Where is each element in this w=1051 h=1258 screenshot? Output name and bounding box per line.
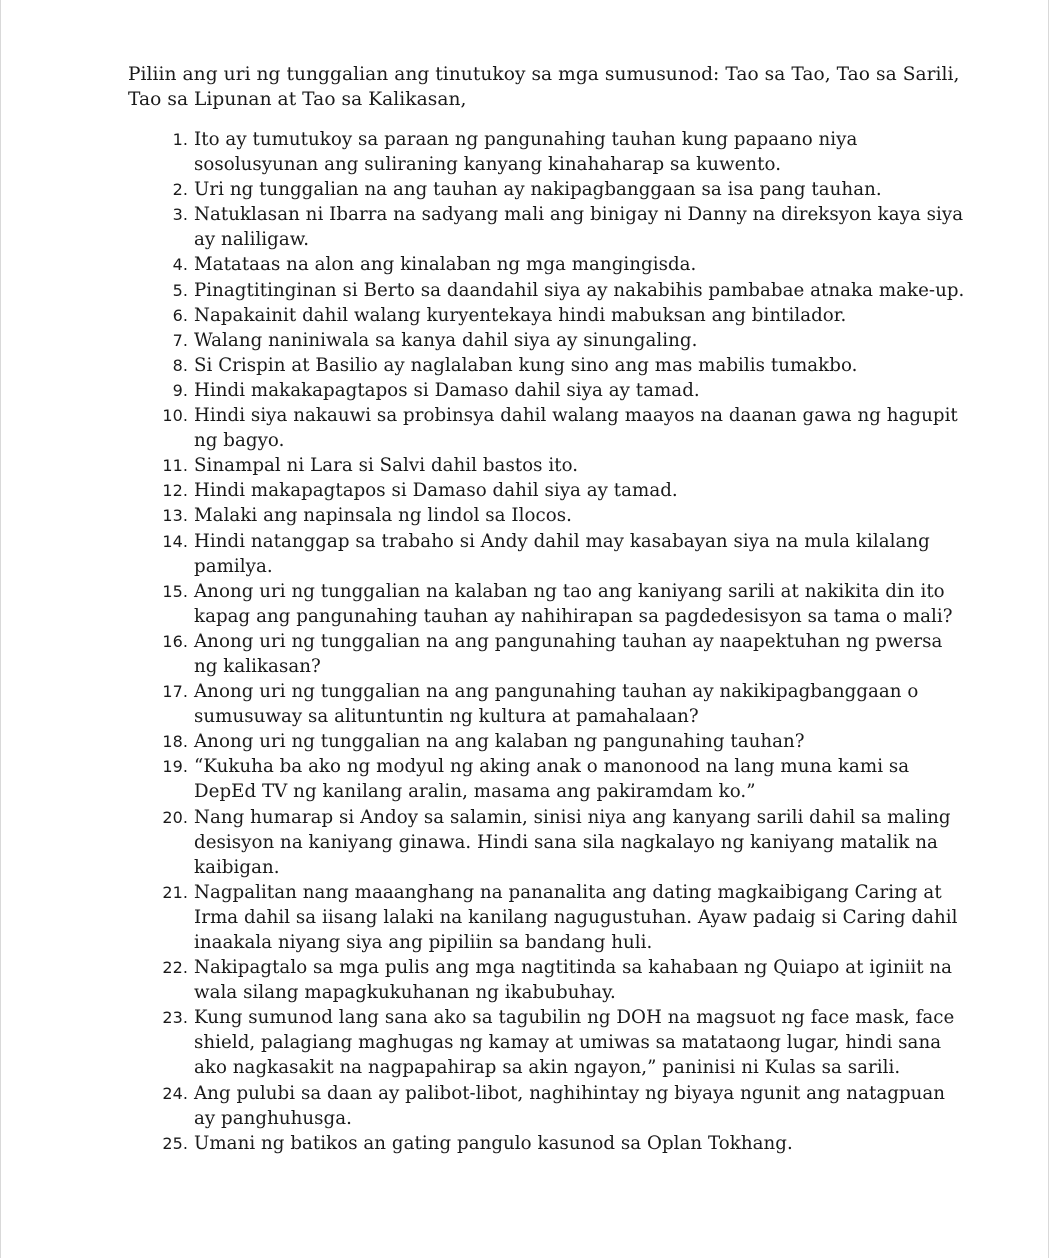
question-text: Matataas na alon ang kinalaban ng mga mangingisda.: [194, 254, 697, 276]
worksheet-document: [128, 62, 968, 1156]
question-text: Si Crispin at Basilio ay naglalaban kung sino ang mas mabilis tumakbo.: [194, 354, 858, 376]
question-item: [128, 278, 968, 303]
question-item: [128, 303, 968, 328]
question-item: [128, 1131, 968, 1156]
question-item: [128, 754, 968, 804]
question-text: Ito ay tumutukoy sa paraan ng pangunahing tauhan kung papaano niya sosolusyunan ang suliraning kanyang kinahaharap sa kuwento.: [194, 129, 858, 176]
question-number: 17.: [162, 682, 188, 702]
question-number: 8.: [172, 355, 188, 375]
question-number: 10.: [162, 406, 188, 426]
question-number: 15.: [162, 581, 188, 601]
question-item: [128, 579, 968, 629]
question-item: [128, 453, 968, 478]
question-number: 6.: [172, 305, 188, 325]
question-number: 1.: [172, 130, 188, 149]
question-text: Napakainit dahil walang kuryentekaya hindi mabuksan ang bintilador.: [194, 304, 847, 326]
question-item: [128, 729, 968, 754]
question-number: 13.: [162, 506, 188, 526]
question-text: Sinampal ni Lara si Salvi dahil bastos ito.: [194, 455, 579, 477]
question-number: 11.: [162, 456, 188, 476]
question-number: 18.: [162, 732, 188, 752]
question-text: Uri ng tunggalian na ang tauhan ay nakipagbanggaan sa isa pang tauhan.: [194, 179, 882, 201]
question-text: Anong uri ng tunggalian na ang kalaban ng pangunahing tauhan?: [194, 731, 805, 753]
question-text: Anong uri ng tunggalian na ang pangunahing tauhan ay nakikipagbanggaan o sumusuway sa alituntuntin ng kultura at pamahalaan?: [194, 681, 919, 728]
question-item: [128, 478, 968, 503]
question-number: 22.: [162, 958, 188, 978]
question-item: [128, 1081, 968, 1131]
question-number: 19.: [162, 757, 188, 777]
question-text: “Kukuha ba ako ng modyul ng aking anak o manonood na lang muna kami sa DepEd TV ng kanilang aralin, masama ang pakiramdam ko.”: [194, 756, 910, 803]
question-item: [128, 177, 968, 202]
question-text: Ang pulubi sa daan ay palibot-libot, naghihintay ng biyaya ngunit ang natagpuan ay panghuhusga.: [194, 1082, 946, 1129]
question-number: 3.: [172, 205, 188, 225]
page-edge-left: [0, 0, 1, 1258]
question-text: Malaki ang napinsala ng lindol sa Ilocos.: [194, 505, 572, 527]
question-number: 4.: [172, 255, 188, 275]
question-item: [128, 1005, 968, 1080]
question-item: [128, 529, 968, 579]
page-edge-right: [1048, 0, 1049, 1258]
question-text: Anong uri ng tunggalian na ang pangunahing tauhan ay naapektuhan ng pwersa ng kalikasan?: [194, 630, 943, 677]
question-number: 9.: [172, 380, 188, 400]
question-item: [128, 202, 968, 252]
question-text: Hindi makapagtapos si Damaso dahil siya ay tamad.: [194, 480, 678, 502]
question-text: Natuklasan ni Ibarra na sadyang mali ang binigay ni Danny na direksyon kaya siya ay naliligaw.: [194, 204, 964, 251]
question-number: 7.: [172, 330, 188, 350]
question-item: [128, 328, 968, 353]
question-number: 21.: [162, 882, 188, 902]
question-text: Hindi natanggap sa trabaho si Andy dahil may kasabayan siya na mula kilalang pamilya.: [194, 530, 930, 577]
question-text: Hindi siya nakauwi sa probinsya dahil walang maayos na daanan gawa ng hagupit ng bagyo.: [194, 405, 958, 452]
question-number: 20.: [162, 807, 188, 827]
question-item: [128, 955, 968, 1005]
question-text: Hindi makakapagtapos si Damaso dahil siya ay tamad.: [194, 379, 700, 401]
question-text: Anong uri ng tunggalian na kalaban ng tao ang kaniyang sarili at nakikita din ito kapag ang pangunahing tauhan ay nahihirapan sa pagdedesisyon sa tama o mali?: [194, 580, 953, 627]
question-number: 14.: [162, 531, 188, 551]
question-item: [128, 252, 968, 277]
question-number: 5.: [172, 280, 188, 300]
question-number: 12.: [162, 481, 188, 501]
question-number: 24.: [162, 1083, 188, 1103]
question-number: 16.: [162, 631, 188, 651]
question-item: [128, 353, 968, 378]
question-item: [128, 805, 968, 880]
question-text: Nagpalitan nang maaanghang na pananalita ang dating magkaibigang Caring at Irma dahil sa iisang lalaki na kanilang nagugustuhan. Ayaw padaig si Caring dahil inaakala niyang siya ang pipiliin sa bandang huli.: [194, 881, 958, 953]
instructions-paragraph: Piliin ang uri ng tunggalian ang tinutukoy sa mga sumusunod: Tao sa Tao, Tao sa Sarili, Tao sa Lipunan at Tao sa Kalikasan,: [128, 64, 960, 110]
question-text: Kung sumunod lang sana ako sa tagubilin ng DOH na magsuot ng face mask, face shield, palagiang maghugas ng kamay at umiwas sa matataong lugar, hindi sana ako nagkasakit na nagpapahirap sa akin ngayon,” paninisi ni Kulas sa sarili.: [194, 1007, 955, 1079]
question-item: [128, 880, 968, 955]
question-text: Umani ng batikos an gating pangulo kasunod sa Oplan Tokhang.: [194, 1132, 793, 1154]
question-item: [128, 503, 968, 528]
question-item: [128, 127, 968, 177]
question-list: [128, 127, 968, 1156]
question-text: Nang humarap si Andoy sa salamin, sinisi niya ang kanyang sarili dahil sa maling desisyon na kaniyang ginawa. Hindi sana sila nagkalayo ng kaniyang matalik na kaibigan.: [194, 806, 951, 878]
question-number: 25.: [162, 1133, 188, 1153]
question-number: 2.: [172, 180, 188, 200]
question-number: 23.: [162, 1008, 188, 1028]
question-text: Pinagtitinginan si Berto sa daandahil siya ay nakabihis pambabae atnaka make-up.: [194, 279, 965, 301]
question-item: [128, 679, 968, 729]
question-item: [128, 378, 968, 403]
question-item: [128, 403, 968, 453]
question-item: [128, 629, 968, 679]
question-text: Nakipagtalo sa mga pulis ang mga nagtitinda sa kahabaan ng Quiapo at iginiit na wala silang mapagkukuhanan ng ikabubuhay.: [194, 957, 953, 1004]
question-text: Walang naniniwala sa kanya dahil siya ay sinungaling.: [194, 329, 698, 351]
